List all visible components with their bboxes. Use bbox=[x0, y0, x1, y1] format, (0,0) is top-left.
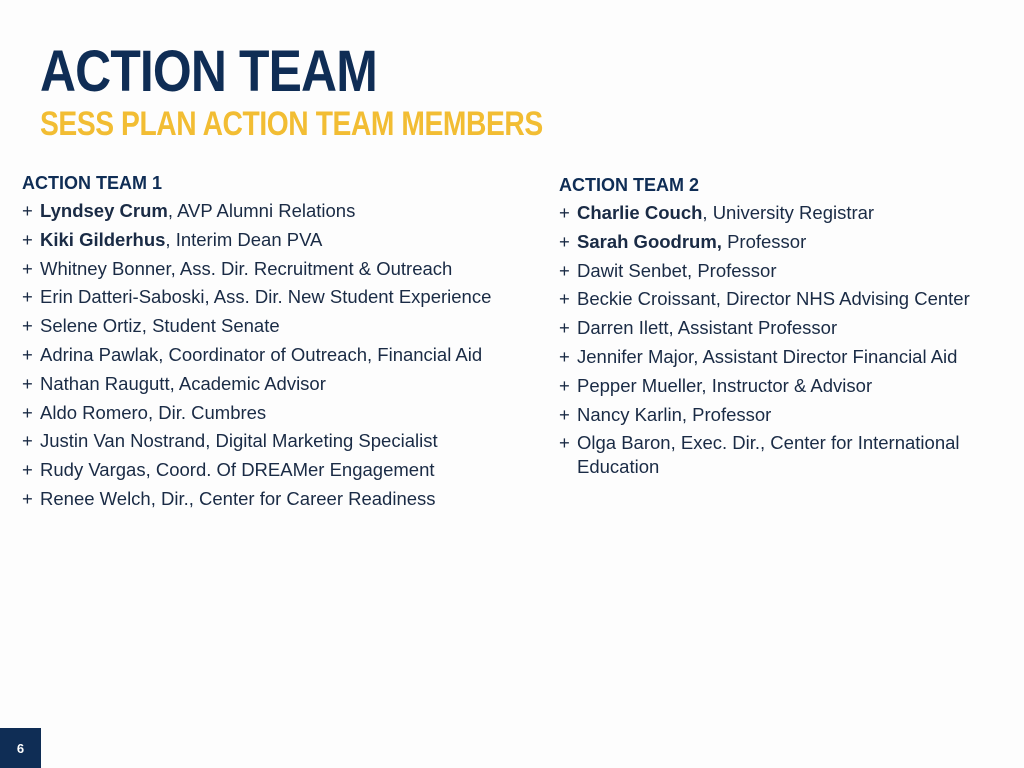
page-title: ACTION TEAM bbox=[40, 39, 377, 104]
member-entry bbox=[40, 226, 542, 255]
member-entry bbox=[40, 427, 542, 456]
member-role: Aldo Romero, Dir. Cumbres bbox=[40, 401, 267, 423]
member-entry bbox=[40, 197, 542, 226]
member-entry bbox=[40, 341, 542, 370]
list-item bbox=[22, 283, 542, 312]
member-role: , University Registrar bbox=[702, 202, 875, 223]
member-entry bbox=[40, 312, 542, 341]
plus-bullet: + bbox=[559, 202, 570, 223]
member-entry bbox=[577, 199, 1009, 228]
member-role: , AVP Alumni Relations bbox=[167, 200, 356, 221]
page-subtitle: SESS PLAN ACTION TEAM MEMBERS bbox=[40, 105, 543, 143]
member-role: Olga Baron, Exec. Dir., Center for International Education bbox=[577, 432, 960, 478]
member-role: Jennifer Major, Assistant Director Financial Aid bbox=[577, 345, 958, 367]
list-item bbox=[559, 429, 1009, 479]
plus-bullet: + bbox=[22, 372, 33, 394]
action-team-1-member-list bbox=[22, 197, 542, 514]
member-name: Lyndsey Crum bbox=[40, 200, 168, 221]
member-role: , Interim Dean PVA bbox=[165, 228, 323, 250]
list-item bbox=[22, 341, 542, 370]
page-number: 6 bbox=[16, 740, 25, 756]
plus-bullet: + bbox=[22, 430, 33, 452]
plus-bullet: + bbox=[559, 374, 570, 396]
list-item bbox=[559, 257, 1009, 286]
member-role: Dawit Senbet, Professor bbox=[577, 259, 777, 281]
plus-bullet: + bbox=[22, 315, 33, 337]
member-entry bbox=[40, 485, 542, 514]
plus-bullet: + bbox=[559, 403, 570, 425]
member-entry bbox=[577, 285, 1009, 314]
member-role: Selene Ortiz, Student Senate bbox=[40, 315, 280, 337]
list-item bbox=[559, 285, 1009, 314]
member-role: Justin Van Nostrand, Digital Marketing Specialist bbox=[40, 430, 438, 452]
member-entry bbox=[577, 228, 1009, 257]
member-role: Nathan Raugutt, Academic Advisor bbox=[40, 372, 326, 394]
member-entry bbox=[577, 314, 1009, 343]
action-team-2-column bbox=[559, 171, 1009, 479]
plus-bullet: + bbox=[559, 432, 570, 454]
member-entry bbox=[577, 343, 1009, 372]
plus-bullet: + bbox=[559, 288, 570, 310]
member-entry bbox=[577, 401, 1009, 430]
list-item bbox=[22, 427, 542, 456]
list-item bbox=[22, 312, 542, 341]
member-entry bbox=[40, 456, 542, 485]
member-role: Rudy Vargas, Coord. Of DREAMer Engagement bbox=[40, 459, 435, 481]
member-entry bbox=[577, 431, 1009, 479]
member-entry bbox=[40, 255, 542, 284]
plus-bullet: + bbox=[22, 343, 33, 365]
list-item bbox=[22, 255, 542, 284]
list-item bbox=[22, 226, 542, 255]
list-item bbox=[22, 485, 542, 514]
member-name: Kiki Gilderhus bbox=[40, 228, 166, 250]
plus-bullet: + bbox=[559, 317, 570, 339]
plus-bullet: + bbox=[559, 230, 570, 252]
member-role: Whitney Bonner, Ass. Dir. Recruitment & Outreach bbox=[40, 257, 453, 279]
plus-bullet: + bbox=[22, 228, 33, 250]
plus-bullet: + bbox=[22, 459, 33, 481]
member-entry bbox=[40, 283, 542, 312]
action-team-2-member-list bbox=[559, 199, 1009, 479]
list-item bbox=[22, 370, 542, 399]
plus-bullet: + bbox=[22, 401, 33, 423]
action-team-2-heading: ACTION TEAM 2 bbox=[559, 175, 700, 195]
member-role: Pepper Mueller, Instructor & Advisor bbox=[577, 374, 873, 396]
member-name: Sarah Goodrum, bbox=[577, 230, 722, 252]
plus-bullet: + bbox=[559, 345, 570, 367]
list-item bbox=[559, 228, 1009, 257]
member-role: Nancy Karlin, Professor bbox=[577, 403, 772, 425]
member-role: Renee Welch, Dir., Center for Career Readiness bbox=[40, 487, 436, 509]
plus-bullet: + bbox=[22, 487, 33, 509]
list-item bbox=[559, 314, 1009, 343]
member-name: Charlie Couch bbox=[577, 202, 703, 223]
member-entry bbox=[577, 257, 1009, 286]
member-entry bbox=[577, 372, 1009, 401]
plus-bullet: + bbox=[559, 259, 570, 281]
action-team-1-heading: ACTION TEAM 1 bbox=[22, 173, 163, 193]
page-number-badge bbox=[0, 728, 41, 768]
list-item bbox=[559, 199, 1009, 228]
member-role: Professor bbox=[721, 230, 807, 252]
member-entry bbox=[40, 399, 542, 428]
member-role: Darren Ilett, Assistant Professor bbox=[577, 317, 838, 339]
plus-bullet: + bbox=[22, 200, 33, 221]
member-entry bbox=[40, 370, 542, 399]
member-role: Adrina Pawlak, Coordinator of Outreach, Financial Aid bbox=[40, 343, 483, 365]
plus-bullet: + bbox=[22, 257, 33, 279]
action-team-1-column bbox=[22, 169, 542, 514]
list-item bbox=[559, 372, 1009, 401]
list-item bbox=[22, 456, 542, 485]
list-item bbox=[559, 401, 1009, 430]
plus-bullet: + bbox=[22, 286, 33, 308]
list-item bbox=[22, 399, 542, 428]
member-role: Beckie Croissant, Director NHS Advising Center bbox=[577, 288, 970, 310]
list-item bbox=[22, 197, 542, 226]
member-role: Erin Datteri-Saboski, Ass. Dir. New Student Experience bbox=[40, 286, 492, 308]
list-item bbox=[559, 343, 1009, 372]
